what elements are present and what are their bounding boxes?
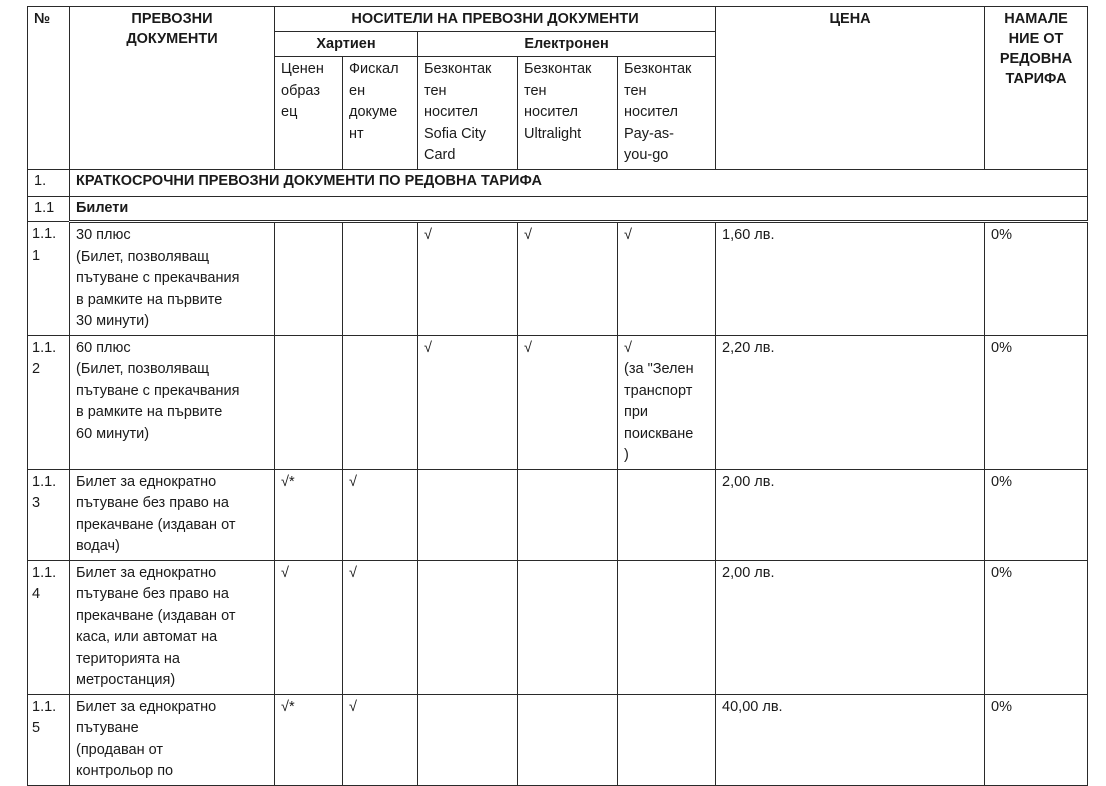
cell-ultralight bbox=[518, 694, 618, 785]
row-number: 1.1. 3 bbox=[28, 469, 70, 560]
header-number: № bbox=[28, 7, 70, 170]
cell-sofia-card: √ bbox=[418, 335, 518, 469]
cell-sofia-card bbox=[418, 560, 518, 694]
row-number: 1.1. 4 bbox=[28, 560, 70, 694]
subsection-row bbox=[28, 196, 1088, 222]
cell-priced-sample: √* bbox=[275, 469, 343, 560]
cell-sofia-card: √ bbox=[418, 222, 518, 336]
cell-pay-as-you-go: √ (за "Зелен транспорт при поискване ) bbox=[618, 335, 716, 469]
cell-pay-as-you-go bbox=[618, 694, 716, 785]
section-row bbox=[28, 169, 1088, 196]
header-discount: НАМАЛЕ НИЕ ОТ РЕДОВНА ТАРИФА bbox=[985, 7, 1088, 170]
cell-price: 2,00 лв. bbox=[716, 469, 985, 560]
cell-ultralight bbox=[518, 469, 618, 560]
cell-priced-sample bbox=[275, 335, 343, 469]
cell-price: 2,00 лв. bbox=[716, 560, 985, 694]
table-row bbox=[28, 222, 1088, 336]
section-title: КРАТКОСРОЧНИ ПРЕВОЗНИ ДОКУМЕНТИ ПО РЕДОВНА ТАРИФА bbox=[70, 169, 1088, 196]
section-number: 1. bbox=[28, 169, 70, 196]
cell-sofia-card bbox=[418, 694, 518, 785]
row-description: Билет за еднократно пътуване без право на прекачване (издаван от водач) bbox=[70, 469, 275, 560]
row-number: 1.1. 5 bbox=[28, 694, 70, 785]
cell-fiscal bbox=[343, 335, 418, 469]
header-fiscal-document: Фискал ен докуме нт bbox=[343, 57, 418, 170]
cell-price: 40,00 лв. bbox=[716, 694, 985, 785]
cell-priced-sample: √ bbox=[275, 560, 343, 694]
table-row bbox=[28, 560, 1088, 694]
cell-sofia-card bbox=[418, 469, 518, 560]
cell-discount: 0% bbox=[985, 694, 1088, 785]
table-row bbox=[28, 469, 1088, 560]
subsection-number: 1.1 bbox=[28, 196, 70, 222]
row-description: 30 плюс (Билет, позволяващ пътуване с прекачвания в рамките на първите 30 минути) bbox=[70, 222, 275, 336]
tariff-table bbox=[27, 6, 1088, 786]
cell-pay-as-you-go bbox=[618, 469, 716, 560]
header-carriers: НОСИТЕЛИ НА ПРЕВОЗНИ ДОКУМЕНТИ bbox=[275, 7, 716, 32]
cell-pay-as-you-go: √ bbox=[618, 222, 716, 336]
cell-fiscal bbox=[343, 222, 418, 336]
header-sofia-city-card: Безконтак тен носител Sofia City Card bbox=[418, 57, 518, 170]
header-price: ЦЕНА bbox=[716, 7, 985, 170]
header-priced-sample: Ценен образ ец bbox=[275, 57, 343, 170]
header-documents: ПРЕВОЗНИ ДОКУМЕНТИ bbox=[70, 7, 275, 170]
cell-discount: 0% bbox=[985, 222, 1088, 336]
cell-price: 1,60 лв. bbox=[716, 222, 985, 336]
header-row-1 bbox=[28, 7, 1088, 32]
header-paper: Хартиен bbox=[275, 32, 418, 57]
row-description: 60 плюс (Билет, позволяващ пътуване с прекачвания в рамките на първите 60 минути) bbox=[70, 335, 275, 469]
cell-fiscal: √ bbox=[343, 560, 418, 694]
row-number: 1.1. 1 bbox=[28, 222, 70, 336]
subsection-title: Билети bbox=[70, 196, 1088, 222]
cell-discount: 0% bbox=[985, 469, 1088, 560]
table-row bbox=[28, 694, 1088, 785]
table-row bbox=[28, 335, 1088, 469]
row-number: 1.1. 2 bbox=[28, 335, 70, 469]
cell-priced-sample: √* bbox=[275, 694, 343, 785]
cell-discount: 0% bbox=[985, 335, 1088, 469]
row-description: Билет за еднократно пътуване без право на прекачване (издаван от каса, или автомат на територията на метростанция) bbox=[70, 560, 275, 694]
cell-ultralight: √ bbox=[518, 335, 618, 469]
row-description: Билет за еднократно пътуване (продаван от контрольор по bbox=[70, 694, 275, 785]
cell-ultralight: √ bbox=[518, 222, 618, 336]
cell-pay-as-you-go bbox=[618, 560, 716, 694]
header-pay-as-you-go: Безконтак тен носител Pay-as- you-go bbox=[618, 57, 716, 170]
cell-price: 2,20 лв. bbox=[716, 335, 985, 469]
cell-ultralight bbox=[518, 560, 618, 694]
cell-priced-sample bbox=[275, 222, 343, 336]
header-ultralight: Безконтак тен носител Ultralight bbox=[518, 57, 618, 170]
header-electronic: Електронен bbox=[418, 32, 716, 57]
cell-fiscal: √ bbox=[343, 694, 418, 785]
cell-fiscal: √ bbox=[343, 469, 418, 560]
cell-discount: 0% bbox=[985, 560, 1088, 694]
